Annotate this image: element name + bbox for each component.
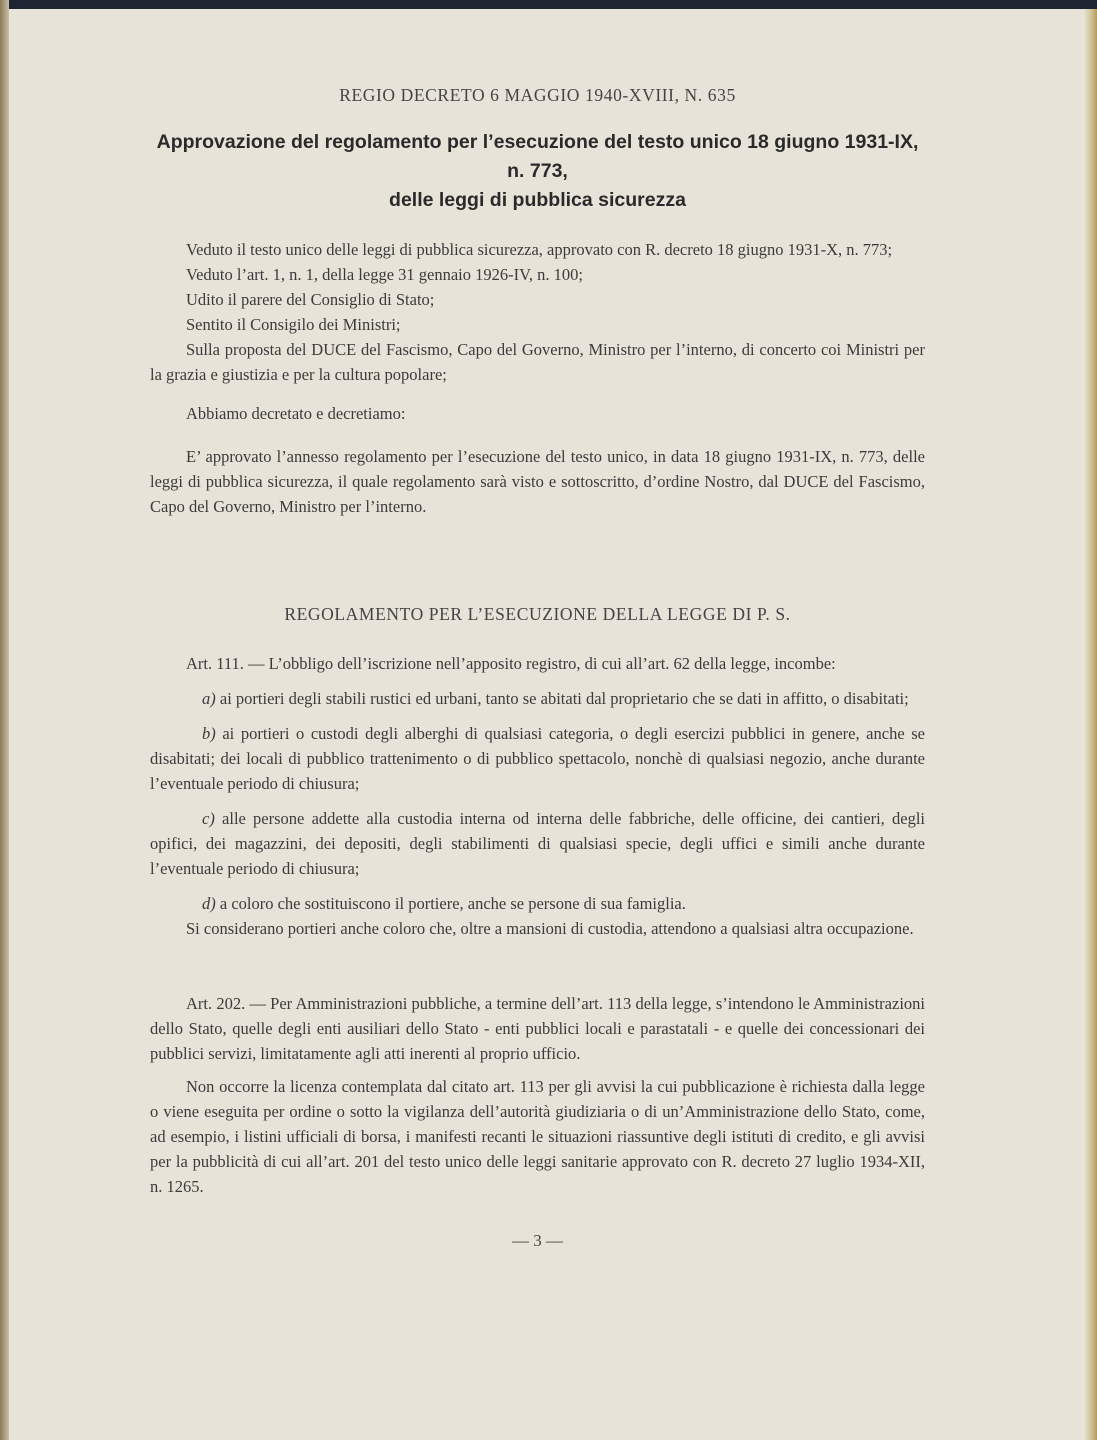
article-111-intro: Art. 111. — L’obbligo dell’iscrizione nell’apposito registro, di cui all’art. 62 della legge, incombe: — [186, 654, 836, 673]
decree-subject — [150, 128, 925, 215]
regulation-section-title: REGOLAMENTO PER L’ESECUZIONE DELLA LEGGE DI P. S. — [284, 604, 791, 624]
preamble-paragraph: Veduto il testo unico delle leggi di pubblica sicurezza, approvato con R. decreto 18 giugno 1931-X, n. 773; — [186, 240, 893, 259]
article-111-item-d — [150, 891, 925, 916]
page-right-edge — [1085, 9, 1097, 1440]
document-page — [150, 85, 925, 1405]
article-202 — [150, 991, 925, 1199]
article-111-item-b — [150, 721, 925, 796]
item-text: ai portieri degli stabili rustici ed urbani, tanto se abitati dal proprietario che se dati in affitto, o disabitati; — [215, 689, 909, 708]
item-text: ai portieri o custodi degli alberghi di qualsiasi categoria, o degli esercizi pubblici in genere, anche se disabitati; dei locali di pubblico trattenimento o di pubblico spettacolo, nonchè di qualsiasi negozio, anche durante l’eventuale periodo di chiusura; — [150, 724, 925, 793]
item-letter: d) — [202, 894, 216, 913]
approval-paragraph: E’ approvato l’annesso regolamento per l’esecuzione del testo unico, in data 18 giugno 1931-IX, n. 773, delle leggi di pubblica sicurezza, il quale regolamento sarà visto e sottoscritto, d’ordine Nostro, dal DUCE del Fascismo, Capo del Governo, Ministro per l’interno. — [150, 447, 925, 516]
article-111-item-c — [150, 806, 925, 881]
decree-subject-line-2: delle leggi di pubblica sicurezza — [389, 189, 686, 211]
preamble-paragraph: Sulla proposta del DUCE del Fascismo, Capo del Governo, Ministro per l’interno, di concerto coi Ministri per la grazia e giustizia e per la cultura popolare; — [150, 340, 925, 384]
article-111-closing: Si considerano portieri anche coloro che, oltre a mansioni di custodia, attendono a qualsiasi altra occupazione. — [186, 919, 914, 938]
page-binding-edge — [0, 0, 9, 1440]
decree-subject-line-1: Approvazione del regolamento per l’esecuzione del testo unico 18 giugno 1931-IX, n. 773, — [156, 131, 919, 182]
article-202-paragraph-2: Non occorre la licenza contemplata dal citato art. 113 per gli avvisi la cui pubblicazione è richiesta dalla legge o viene eseguita per ordine o sotto la vigilanza dell’autorità giudiziaria o di un’Amministrazione dello Stato, come, ad esempio, i listini ufficiali di borsa, i manifesti recanti le situazioni riassuntive degli istituti di credito, e gli avvisi per la pubblicità di cui all’art. 201 del testo unico delle leggi sanitarie approvato con R. decreto 27 luglio 1934-XII, n. 1265. — [150, 1077, 925, 1196]
article-111-item-a — [150, 686, 925, 711]
preamble-paragraph: Veduto l’art. 1, n. 1, della legge 31 gennaio 1926-IV, n. 100; — [186, 265, 583, 284]
decretiamo-formula: Abbiamo decretato e decretiamo: — [186, 404, 406, 423]
page-number: — 3 — — [512, 1231, 563, 1250]
item-text: alle persone addette alla custodia interna od interna delle fabbriche, delle officine, dei cantieri, degli opifici, dei magazzini, dei depositi, degli stabilimenti di qualsiasi specie, degli uffici e simili anche durante l’eventuale periodo di chiusura; — [150, 809, 925, 878]
preamble-paragraph: Sentito il Consigilo dei Ministri; — [186, 315, 401, 334]
top-dark-border — [0, 0, 1097, 9]
article-202-paragraph-1: Art. 202. — Per Amministrazioni pubbliche, a termine dell’art. 113 della legge, s’intendono le Amministrazioni dello Stato, quelle degli enti ausiliari dello Stato - enti pubblici locali e parastatali - e quelle dei concessionari dei pubblici servizi, limitatamente agli atti inerenti al proprio ufficio. — [150, 994, 925, 1063]
article-111 — [150, 651, 925, 941]
item-text: a coloro che sostituiscono il portiere, anche se persone di sua famiglia. — [215, 894, 686, 913]
preamble — [150, 237, 925, 387]
item-letter: b) — [202, 724, 216, 743]
decree-title: REGIO DECRETO 6 MAGGIO 1940-XVIII, N. 635 — [339, 85, 736, 105]
preamble-paragraph: Udito il parere del Consiglio di Stato; — [186, 290, 435, 309]
item-letter: c) — [202, 809, 215, 828]
item-letter: a) — [202, 689, 216, 708]
